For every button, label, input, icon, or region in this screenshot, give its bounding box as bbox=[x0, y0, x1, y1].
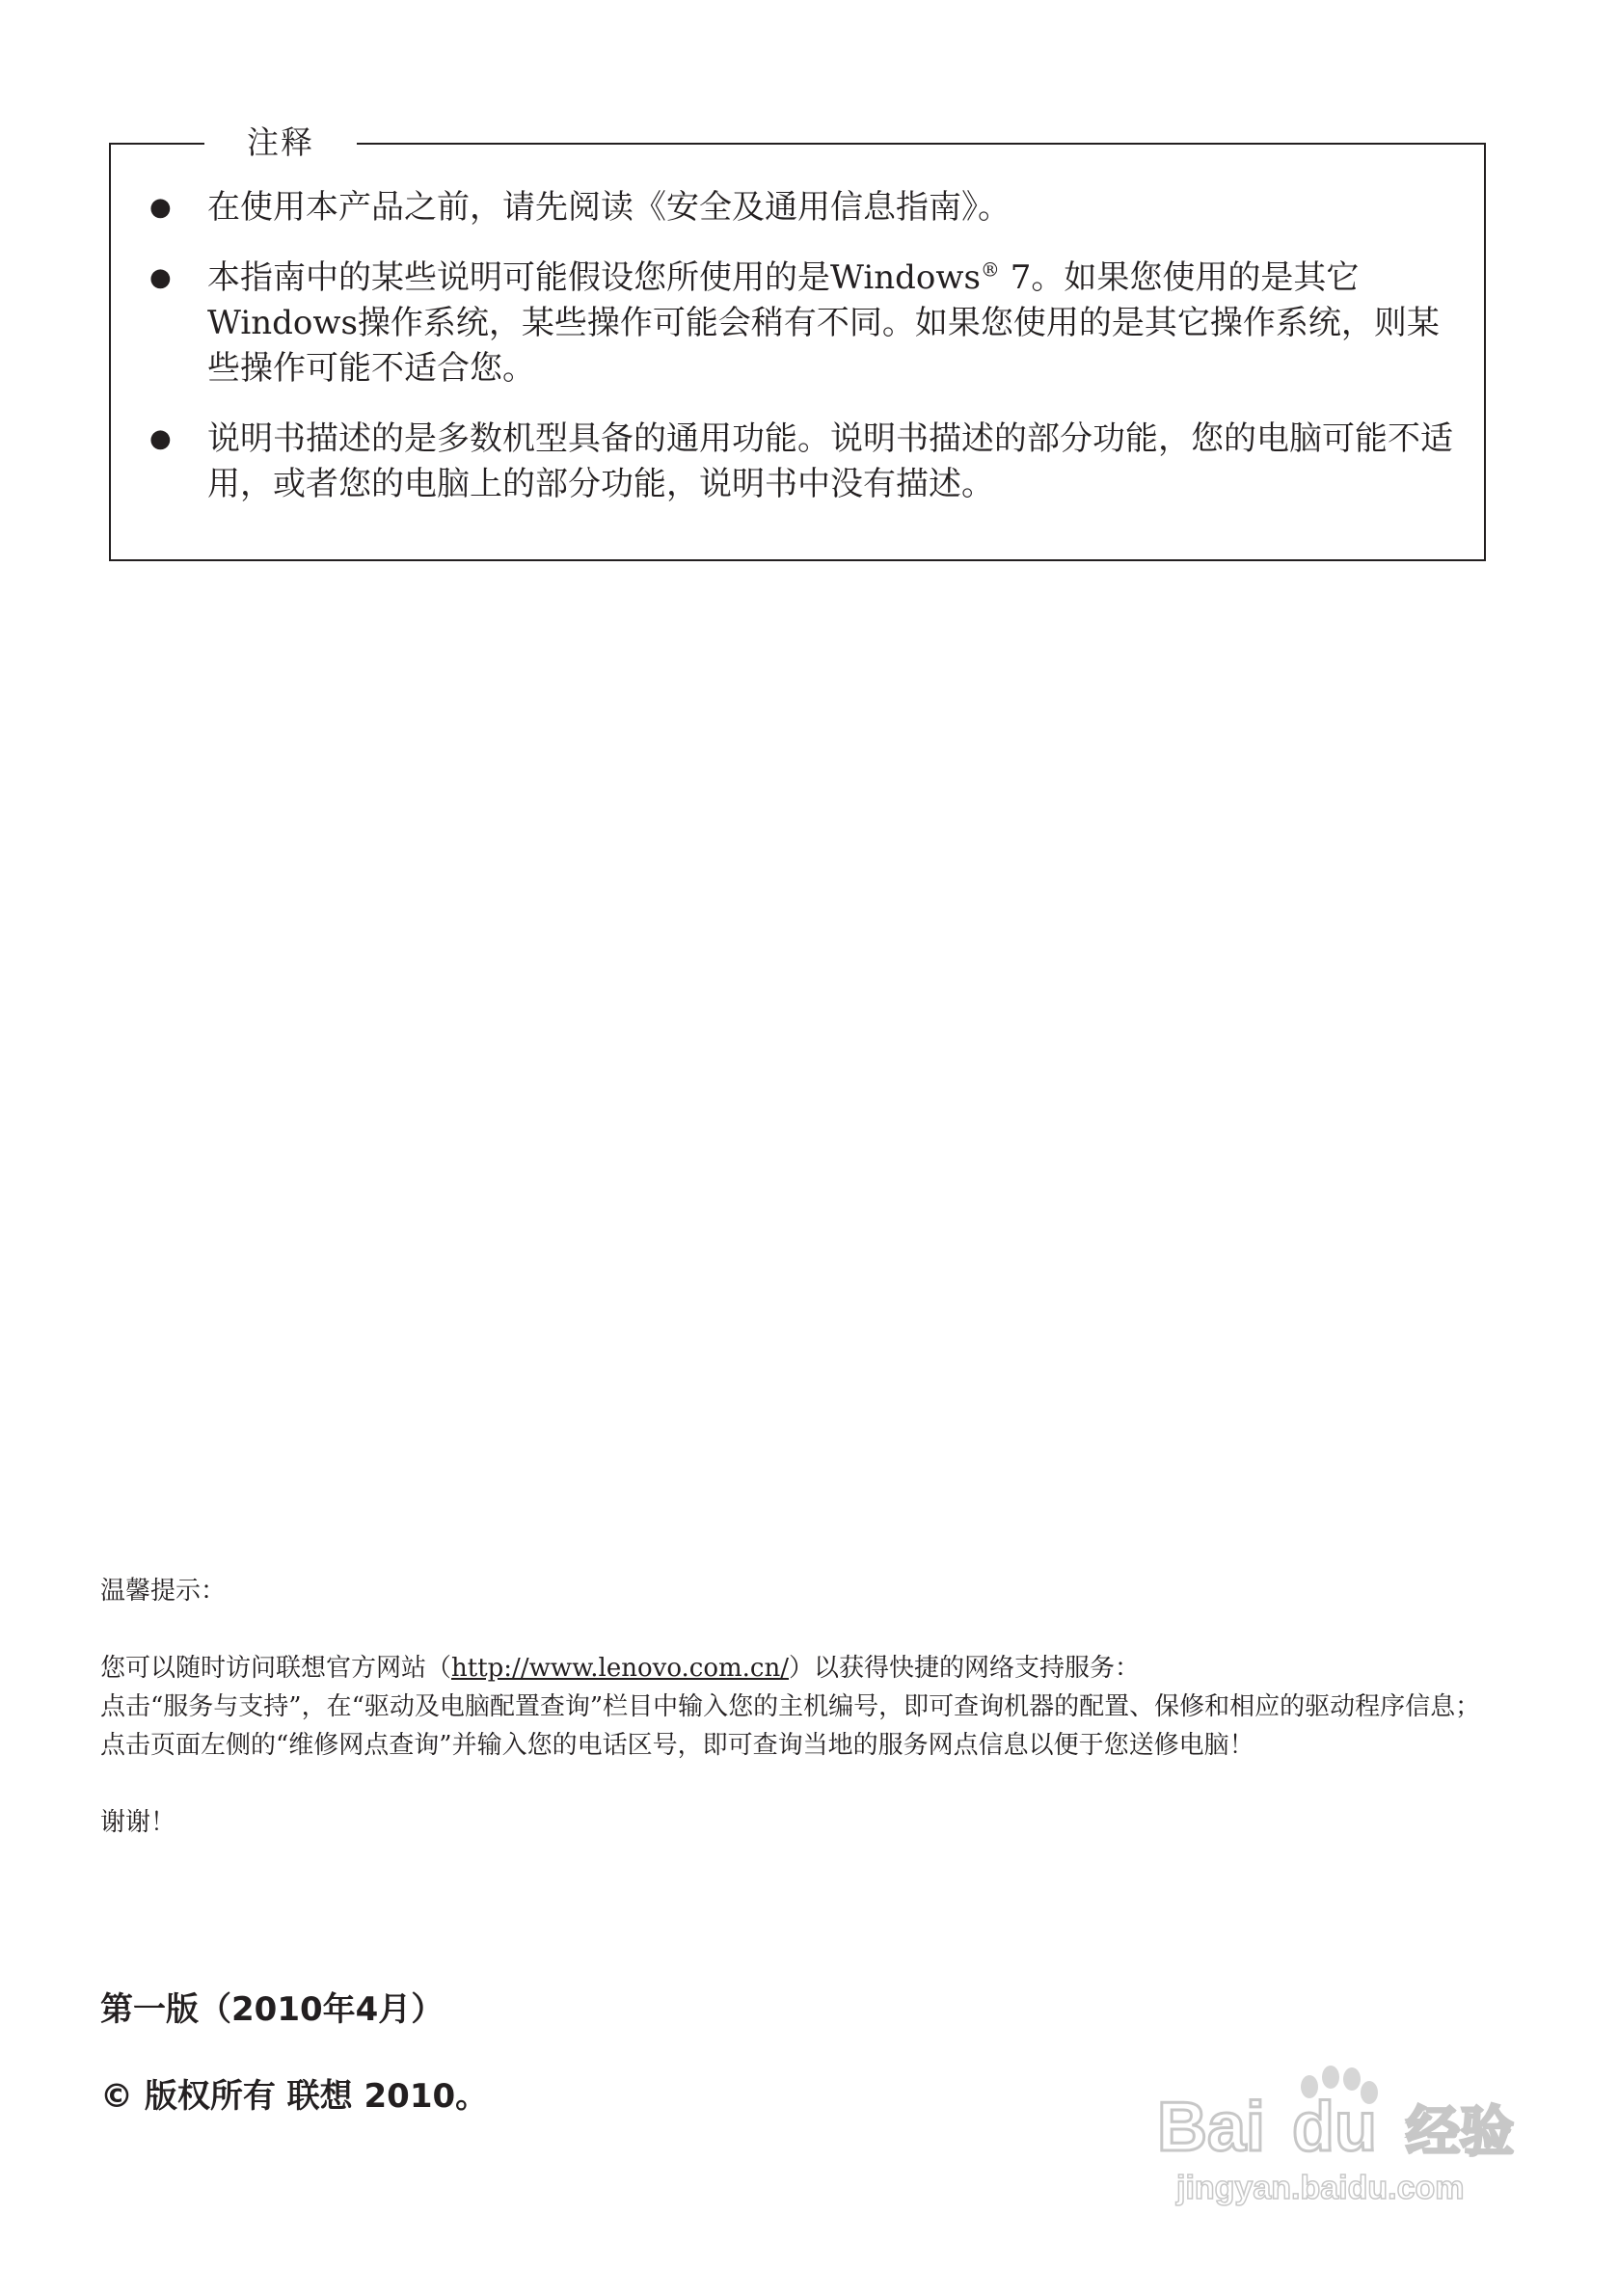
note-item-text: 本指南中的某些说明可能假设您所使用的是Windows® 7。如果您使用的是其它Windows操作系统，某些操作可能会稍有不同。如果您使用的是其它操作系统，则某些操作可能不适合您。 bbox=[207, 257, 1440, 388]
note-item-text: 在使用本产品之前，请先阅读《安全及通用信息指南》。 bbox=[207, 188, 1011, 227]
copyright-line: © 版权所有 联想 2010。 bbox=[100, 2077, 489, 2116]
tips-website-line: 您可以随时访问联想官方网站（http://www.lenovo.com.cn/）以获得快捷的网络支持服务： bbox=[100, 1654, 1140, 1683]
note-item bbox=[111, 256, 1484, 392]
bullet-icon: ● bbox=[149, 193, 172, 222]
note-title: 注释 bbox=[204, 120, 357, 166]
tips-thanks: 谢谢！ bbox=[100, 1808, 176, 1837]
note-box bbox=[109, 123, 1486, 561]
bullet-icon: ● bbox=[149, 263, 172, 292]
watermark-url: jingyan.baidu.com bbox=[1176, 2170, 1465, 2206]
tips-repair-line: 点击页面左侧的“维修网点查询”并输入您的电话区号，即可查询当地的服务网点信息以便于您送修电脑！ bbox=[100, 1731, 1254, 1760]
note-list bbox=[111, 185, 1484, 532]
note-item bbox=[111, 185, 1484, 230]
tips-section bbox=[100, 1572, 1498, 1842]
note-item-text: 说明书描述的是多数机型具备的通用功能。说明书描述的部分功能，您的电脑可能不适用，或者您的电脑上的部分功能，说明书中没有描述。 bbox=[207, 419, 1453, 503]
bullet-icon: ● bbox=[149, 424, 172, 453]
tips-service-line: 点击“服务与支持”，在“驱动及电脑配置查询”栏目中输入您的主机编号，即可查询机器的配置、保修和相应的驱动程序信息； bbox=[100, 1692, 1481, 1721]
note-item bbox=[111, 417, 1484, 507]
watermark-brand: Bai bbox=[1157, 2089, 1266, 2166]
baidu-jingyan-watermark bbox=[1147, 2054, 1552, 2208]
lenovo-website-link[interactable]: http://www.lenovo.com.cn/ bbox=[451, 1654, 789, 1683]
edition-line: 第一版（2010年4月） bbox=[100, 1990, 445, 2029]
watermark-brand-tail: du bbox=[1292, 2089, 1377, 2166]
tips-heading: 温馨提示： bbox=[100, 1577, 227, 1606]
watermark-jingyan: 经验 bbox=[1406, 2101, 1514, 2164]
